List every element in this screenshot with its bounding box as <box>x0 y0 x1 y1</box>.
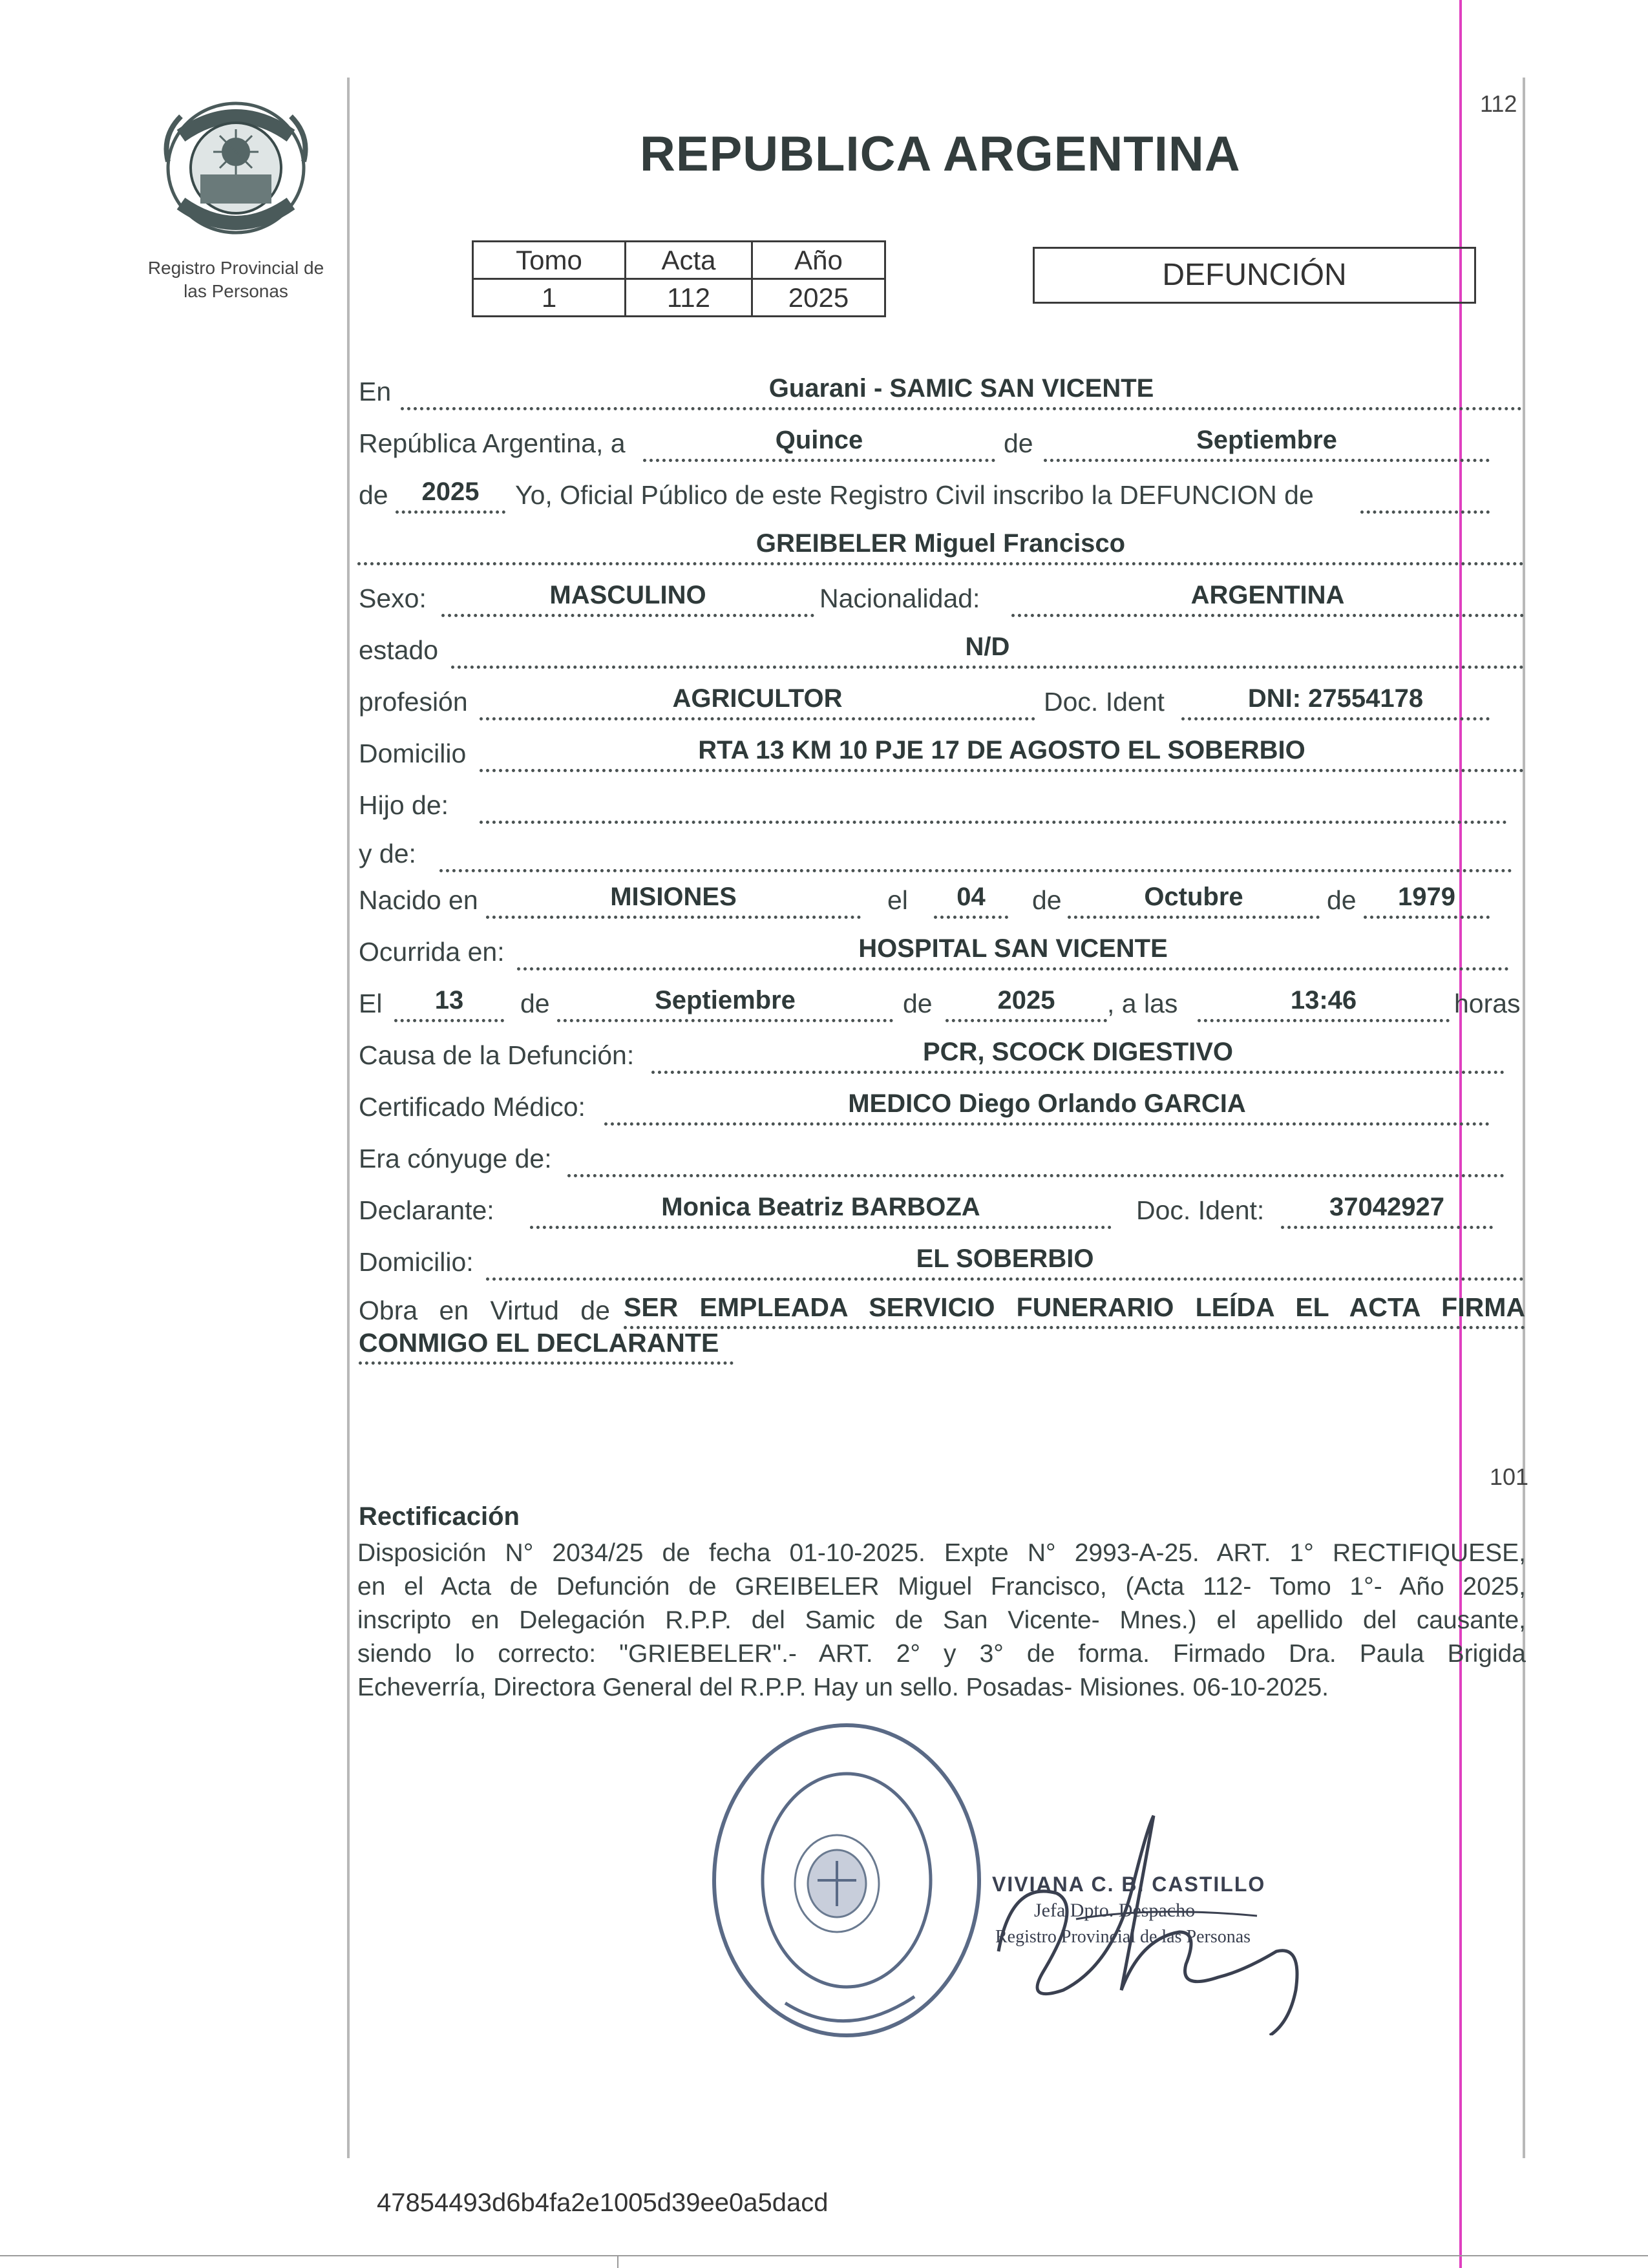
margin-number: 101 <box>1490 1464 1529 1490</box>
left-margin-rule <box>347 78 350 2158</box>
republica-label: República Argentina, a <box>359 428 626 458</box>
nacionalidad-label: Nacionalidad: <box>819 583 980 613</box>
rectificacion-line: inscripto en Delegación R.P.P. del Samic de San Vicente- Mnes.) el apellido del causante, <box>357 1606 1526 1634</box>
official-seal <box>708 1719 986 2042</box>
yo-text: Yo, Oficial Público de este Registro Civil inscribo la DEFUNCION de <box>515 480 1314 510</box>
stamp-name: VIVIANA C. B. CASTILLO <box>992 1873 1266 1896</box>
de-label-2: de <box>1032 885 1062 915</box>
horas-label: horas <box>1454 989 1521 1018</box>
bottom-rule <box>0 2255 1648 2256</box>
domicilio2-value: EL SOBERBIO <box>486 1244 1524 1281</box>
cert-label: Certificado Médico: <box>359 1092 586 1122</box>
doc-value: DNI: 27554178 <box>1181 684 1490 720</box>
el-label: el <box>887 885 908 915</box>
en-value: Guarani - SAMIC SAN VICENTE <box>401 373 1522 410</box>
rectificacion-text <box>357 1537 1526 1705</box>
sexo-label: Sexo: <box>359 583 427 613</box>
month-value: Septiembre <box>1044 425 1490 462</box>
obra-value-2: CONMIGO EL DECLARANTE <box>359 1328 734 1365</box>
domicilio2-label: Domicilio: <box>359 1247 474 1277</box>
de-label: de <box>1004 428 1033 458</box>
nacionalidad-value: ARGENTINA <box>1011 580 1524 617</box>
yde-label: y de: <box>359 839 416 868</box>
rectificacion-heading: Rectificación <box>359 1502 520 1531</box>
year-prefix: de <box>359 480 388 510</box>
doc2-value: 37042927 <box>1281 1192 1493 1229</box>
header-anio: Año <box>752 242 885 279</box>
hijo-label: Hijo de: <box>359 790 449 820</box>
domicilio-label: Domicilio <box>359 739 467 768</box>
rectificacion-line: en el Acta de Defunción de GREIBELER Miguel Francisco, (Acta 112- Tomo 1°- Año 2025, <box>357 1573 1526 1601</box>
death-month: Septiembre <box>557 985 893 1022</box>
bottom-tick <box>617 2255 618 2268</box>
estado-value: N/D <box>451 632 1524 669</box>
declarante-value: Monica Beatriz BARBOZA <box>530 1192 1112 1229</box>
value-anio: 2025 <box>752 279 885 317</box>
profesion-value: AGRICULTOR <box>480 684 1035 720</box>
doc2-label: Doc. Ident: <box>1136 1195 1265 1225</box>
value-acta: 112 <box>626 279 752 317</box>
year-value: 2025 <box>396 477 505 514</box>
record-type-box: DEFUNCIÓN <box>1033 247 1476 304</box>
cert-value: MEDICO Diego Orlando GARCIA <box>604 1089 1490 1126</box>
ocurrida-value: HOSPITAL SAN VICENTE <box>517 934 1509 971</box>
conyuge-value <box>567 1140 1505 1177</box>
province-logo <box>162 97 310 239</box>
page-title: REPUBLICA ARGENTINA <box>640 127 1241 182</box>
deceased-name: GREIBELER Miguel Francisco <box>357 529 1524 565</box>
birth-day: 04 <box>934 882 1008 919</box>
rectificacion-line: Disposición N° 2034/25 de fecha 01-10-2025. Expte N° 2993-A-25. ART. 1° RECTIFIQUESE, <box>357 1539 1526 1567</box>
stamp-org: Registro Provincial de las Personas <box>995 1927 1251 1947</box>
sexo-value: MASCULINO <box>441 580 814 617</box>
value-tomo: 1 <box>473 279 626 317</box>
nacido-value: MISIONES <box>486 882 861 919</box>
record-table <box>472 240 886 317</box>
death-day: 13 <box>394 985 504 1022</box>
alas-label: , a las <box>1107 989 1178 1018</box>
hijo-value <box>480 787 1507 824</box>
death-time: 13:46 <box>1198 985 1450 1022</box>
yo-fill <box>1360 477 1490 514</box>
obra-label: Obra en Virtud de <box>359 1296 610 1325</box>
conyuge-label: Era cónyuge de: <box>359 1144 552 1173</box>
declarante-label: Declarante: <box>359 1195 494 1225</box>
el2-label: El <box>359 989 383 1018</box>
stamp-role: Jefa Dpto. Despacho <box>1034 1900 1196 1921</box>
causa-label: Causa de la Defunción: <box>359 1040 635 1070</box>
yde-value <box>439 835 1512 872</box>
domicilio-value: RTA 13 KM 10 PJE 17 DE AGOSTO EL SOBERBIO <box>480 735 1524 772</box>
death-year: 2025 <box>945 985 1107 1022</box>
birth-year: 1979 <box>1364 882 1490 919</box>
magenta-rule <box>1459 0 1462 2268</box>
profesion-label: profesión <box>359 687 468 717</box>
en-label: En <box>359 377 392 406</box>
header-acta: Acta <box>626 242 752 279</box>
ocurrida-label: Ocurrida en: <box>359 937 505 967</box>
rectificacion-line: Echeverría, Directora General del R.P.P. Hay un sello. Posadas- Misiones. 06-10-2025. <box>357 1674 1329 1701</box>
right-margin-rule <box>1523 78 1525 2158</box>
causa-value: PCR, SCOCK DIGESTIVO <box>651 1037 1505 1074</box>
page-number: 112 <box>1480 90 1517 117</box>
de5-label: de <box>903 989 933 1018</box>
nacido-label: Nacido en <box>359 885 478 915</box>
obra-value-1: SER EMPLEADA SERVICIO FUNERARIO LEÍDA EL ACTA FIRMA <box>624 1292 1525 1329</box>
header-tomo: Tomo <box>473 242 626 279</box>
estado-label: estado <box>359 635 439 665</box>
institution-name: Registro Provincial de las Personas <box>147 258 324 301</box>
rectificacion-line: siendo lo correcto: "GRIEBELER".- ART. 2° y 3° de forma. Firmado Dra. Paula Brigida <box>357 1640 1526 1668</box>
day-value: Quince <box>643 425 995 462</box>
doc-label: Doc. Ident <box>1044 687 1165 717</box>
de4-label: de <box>520 989 550 1018</box>
document-hash: 47854493d6b4fa2e1005d39ee0a5dacd <box>377 2189 829 2217</box>
birth-month: Octubre <box>1068 882 1320 919</box>
de-label-3: de <box>1327 885 1357 915</box>
